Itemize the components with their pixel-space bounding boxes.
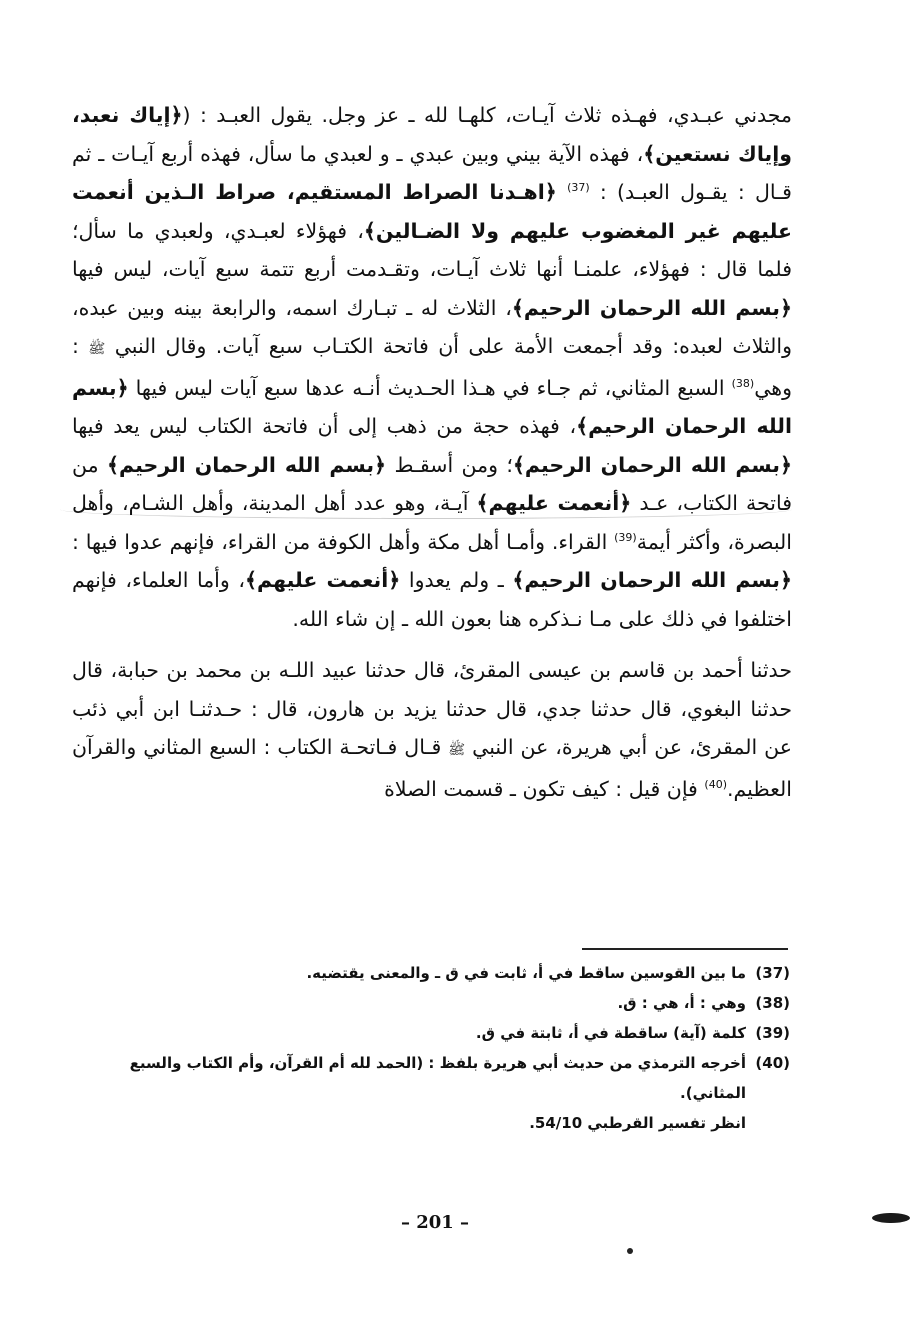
footnote-ref-40: (40) [704,777,727,791]
text-run: حدثنا أحمد بن قاسم بن عيسى المقرئ، قال حدثنا عبيد اللـه بن محمد بن حبابة، قال حدثنا البغوي، قال حدثنا جدي، قال حدثنا يزيد بن هارون، قال : حـدثنـا ابن أبي ذئب عن المقرئ، عن أبي هريرة، عن النبي [72,658,792,759]
paragraph-2 [72,651,792,808]
footnote-separator [582,948,788,950]
quran-verse: ﴿بسم الله الرحمان الرحيم﴾ [72,375,792,438]
quran-verse: ﴿إياك نعبد، وإياك نستعين﴾ [72,103,792,166]
text-run: آيـة، وهو عدد أهل المدينة، وأهل الشـام، وأهل البصرة، وأكثر أيمة [72,491,792,554]
quran-verse: ﴿أنعمت عليهم﴾ [244,568,401,592]
paragraph-1 [72,96,792,638]
footnote-text: كلمة (آية) ساقطة في أ، ثابتة في ق. [475,1024,746,1042]
salawat-glyph: ﷺ [88,341,106,357]
footnote-ref-39: (39) [614,530,637,544]
footnote-number: (37) [755,964,790,982]
text-run: السبع المثاني، ثم جـاء في هـذا الحـديث أنـه عدها سبع آيات ليس فيها [135,375,725,400]
text-run: القراء. وأمـا أهل مكة وأهل الكوفة من القراء، فإنهم عدوا فيها : [72,529,608,554]
text-run: : وهي [72,334,792,400]
text-run: ؛ ومن أسقـط [394,452,513,477]
footnote-number: (39) [755,1024,790,1042]
footnote-number: (40) [755,1054,790,1072]
text-run: مجدني عبـدي، فهـذه ثلاث آيـات، كلهـا لله ـ عز وجل. يقول العبـد : ( [182,103,792,127]
footnote-38 [90,988,790,1018]
footnote-number: (38) [755,994,790,1012]
text-run: ، فهذه حجة من ذهب إلى أن فاتحة الكتاب ليس يعد فيها [72,414,577,438]
footnote-text: ما بين القوسين ساقط في أ، ثابت في ق ـ والمعنى يقتضيه. [306,964,746,982]
text-run: من فاتحة الكتاب، عـد [72,452,792,515]
ink-smudge [872,1213,910,1223]
footnote-ref-37: (37) [567,181,590,195]
text-run: ، فهؤلاء لعبـدي، ولعبدي ما سأل؛ فلما قال : فهؤلاء، علمنـا أنها ثلاث آيـات، وتقـدمت أربع تتمة سبع آيات، ليس فيها [72,218,792,281]
quran-verse: ﴿اهـدنا الصراط المستقيم، صراط الـذين أنعمت عليهم غير المغضوب عليهم ولا الضـالين﴾ [72,180,792,243]
text-run: ، فهذه الآية بيني وبين عبدي ـ و لعبدي ما سأل، فهذه أربع آيـات ـ ثم قـال : يقـول العبـد) : [72,141,792,204]
ink-dot [627,1248,633,1254]
text-run: ـ ولم يعدوا [408,568,504,592]
quran-verse: ﴿بسم الله الرحمان الرحيم﴾ [511,295,792,320]
footnote-continuation: انظر تفسير القرطبي 54/10. [529,1114,746,1132]
text-run: قـال فـاتحـة الكتاب : السبع المثاني والقرآن العظيم. [72,735,792,801]
footnote-39 [90,1018,790,1048]
footnote-text: أخرجه الترمذي من حديث أبي هريرة بلفظ : (الحمد لله أم القرآن، وأم الكتاب والسبع المثاني). [129,1054,746,1102]
footnotes [90,958,790,1138]
quran-verse: ﴿بسم الله الرحمان الرحيم﴾ [512,568,792,592]
text-run: ، الثلاث له ـ تبـارك اسمه، والرابعة بينه وبين عبده، والثلاث لعبده: وقد أجمعت الأمة على أن فاتحة الكتـاب سبع آيات. وقال النبي [72,295,792,358]
quran-verse: ﴿بسم الله الرحمان الرحيم﴾ [512,452,792,477]
salawat-glyph: ﷺ [448,742,466,758]
quran-verse: ﴿أنعمت عليهم﴾ [476,491,632,515]
text-run: فإن قيل : كيف تكون ـ قسمت الصلاة [384,776,698,801]
footnote-37 [90,958,790,988]
page-number: – 201 – [400,1212,470,1233]
footnote-text: وهي : أ، هي : ق. [617,994,746,1012]
quran-verse: ﴿بسم الله الرحمان الرحيم﴾ [106,452,387,477]
footnote-ref-38: (38) [731,376,755,390]
text-run: ، وأما العلماء، فإنهم اختلفوا في ذلك على مـا نـذكره هنا بعون الله ـ إن شاء الله. [72,568,792,631]
main-text [72,96,792,808]
footnote-40 [90,1048,790,1108]
